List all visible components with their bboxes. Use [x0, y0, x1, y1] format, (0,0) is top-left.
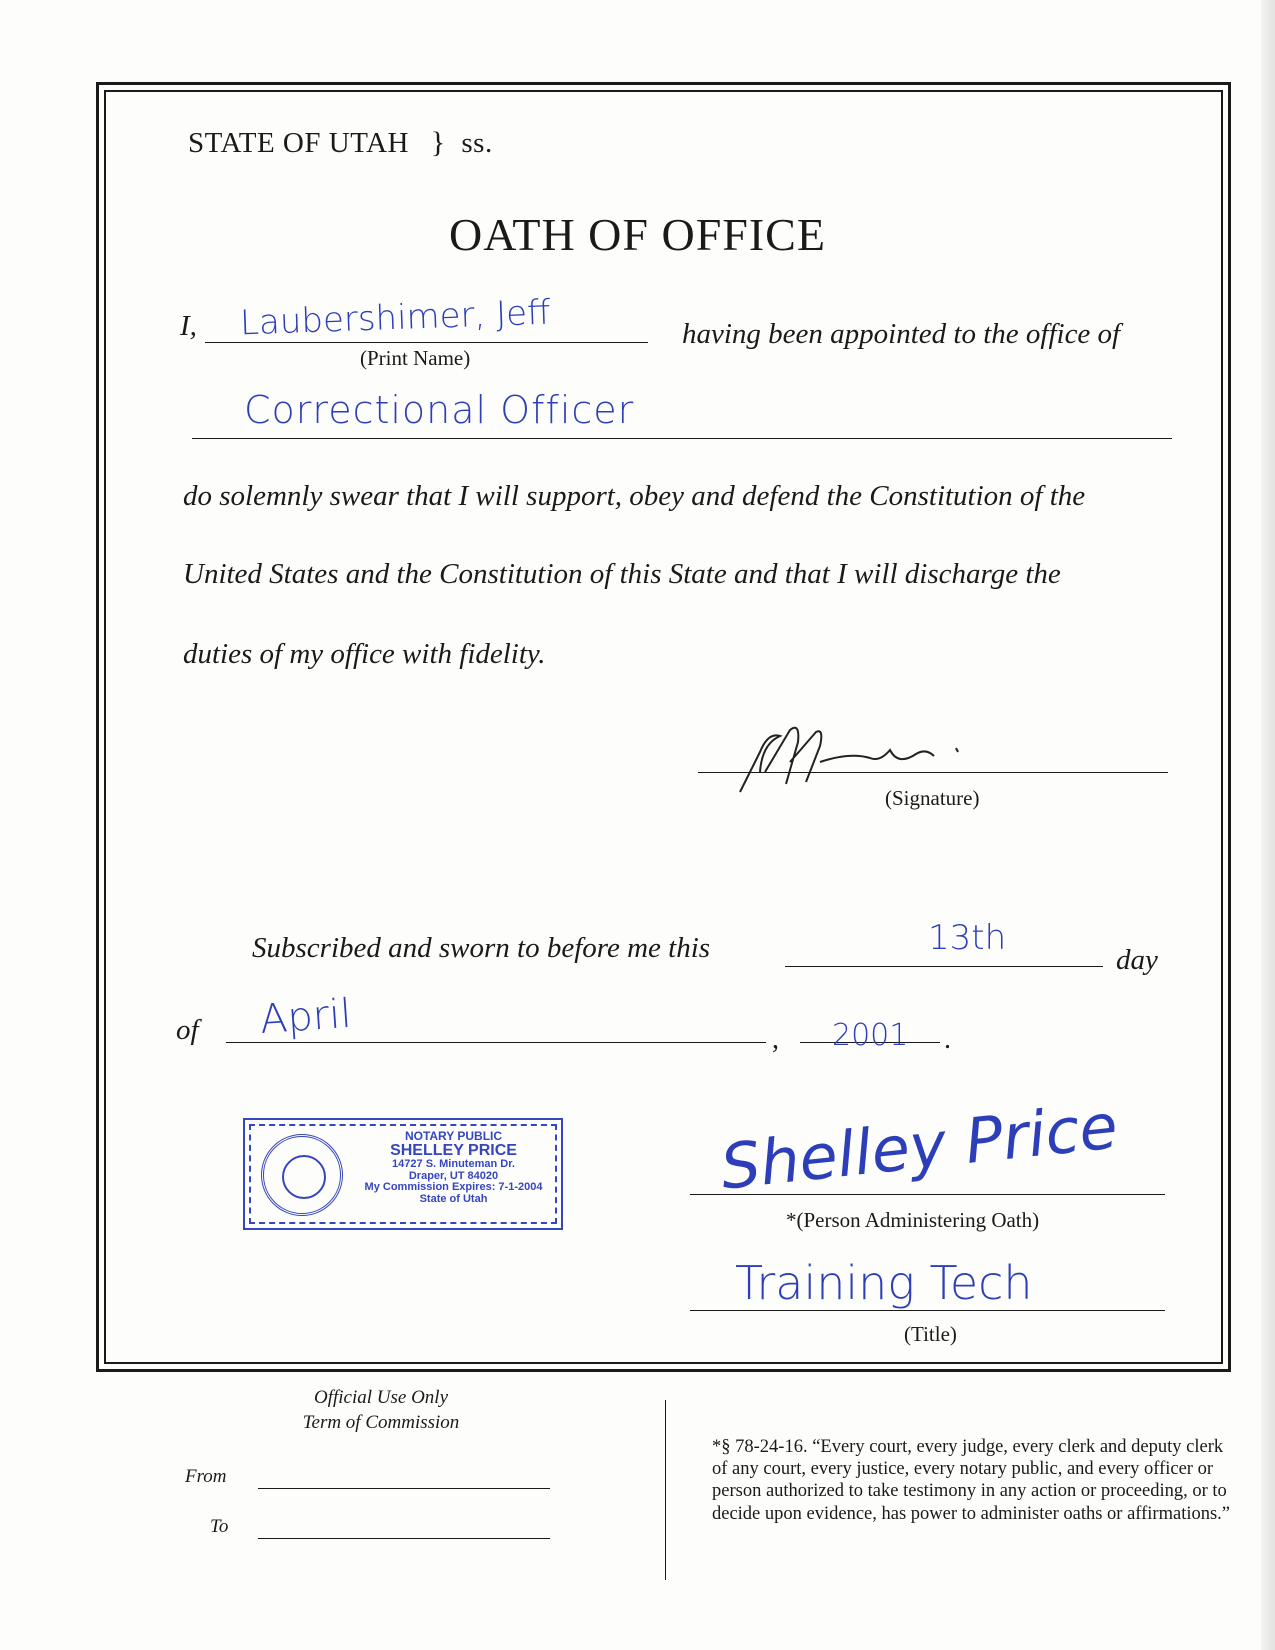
- statute-note: *§ 78-24-16. “Every court, every judge, every clerk and deputy clerk of any court, every justice, every notary public, and every officer or person authorized to take testimony in any action or proceeding, or to decide upon evidence, has power to administer oaths or affirmations.”: [712, 1437, 1231, 1524]
- state-name: STATE OF UTAH: [188, 127, 409, 159]
- official-use-title: Official Use Only: [313, 1387, 449, 1408]
- state-heading: [188, 126, 493, 160]
- month-line: [226, 1042, 766, 1043]
- signature-label: (Signature): [885, 786, 980, 810]
- appointed-text: having been appointed to the office of: [682, 318, 1121, 350]
- day-line: [785, 966, 1103, 967]
- official-use-block: [250, 1386, 512, 1435]
- state-seal-icon: [261, 1134, 343, 1216]
- year-handwritten: 2001: [832, 1018, 909, 1053]
- print-name-label: (Print Name): [360, 346, 471, 370]
- day-word: day: [1116, 944, 1158, 976]
- date-comma: ,: [772, 1024, 779, 1055]
- date-period: .: [944, 1024, 951, 1055]
- signature-line: [698, 772, 1168, 773]
- to-line: [258, 1538, 550, 1539]
- term-of-commission: Term of Commission: [302, 1411, 460, 1433]
- oath-line-1: do solemnly swear that I will support, obey and defend the Constitution of the: [183, 480, 1086, 512]
- stamp-line-2: SHELLEY PRICE: [390, 1141, 517, 1159]
- office-line: [192, 438, 1172, 439]
- from-line: [258, 1488, 550, 1489]
- sworn-text: Subscribed and sworn to before me this: [252, 932, 711, 964]
- stamp-line-4: Draper, UT 84020: [408, 1169, 499, 1182]
- section-divider: [665, 1400, 666, 1580]
- venue-brace: }: [430, 126, 446, 159]
- administrator-label: *(Person Administering Oath): [786, 1208, 1040, 1232]
- title-handwritten: Training Tech: [735, 1256, 1033, 1310]
- oath-line-3: duties of my office with fidelity.: [183, 638, 546, 670]
- from-label: From: [185, 1466, 227, 1487]
- stamp-line-1: NOTARY PUBLIC: [404, 1129, 503, 1143]
- stamp-line-6: State of Utah: [419, 1193, 488, 1206]
- name-handwritten: Laubershimer, Jeff: [239, 292, 552, 344]
- page-title: OATH OF OFFICE: [449, 209, 826, 260]
- stamp-line-5: My Commission Expires: 7-1-2004: [364, 1181, 543, 1194]
- title-label: (Title): [904, 1322, 957, 1346]
- title-line: [690, 1310, 1165, 1311]
- oath-prefix: I,: [180, 310, 197, 342]
- to-label: To: [210, 1516, 229, 1537]
- month-handwritten: April: [258, 990, 353, 1044]
- of-word: of: [176, 1014, 199, 1046]
- stamp-line-3: 14727 S. Minuteman Dr.: [392, 1158, 515, 1171]
- administrator-signature: Shelley Price: [717, 1089, 1121, 1204]
- day-handwritten: 13th: [928, 918, 1007, 958]
- notary-stamp: [243, 1118, 563, 1230]
- office-handwritten: Correctional Officer: [244, 388, 635, 432]
- oath-line-2: United States and the Constitution of this State and that I will discharge the: [183, 558, 1061, 590]
- venue-ss: ss.: [461, 127, 493, 159]
